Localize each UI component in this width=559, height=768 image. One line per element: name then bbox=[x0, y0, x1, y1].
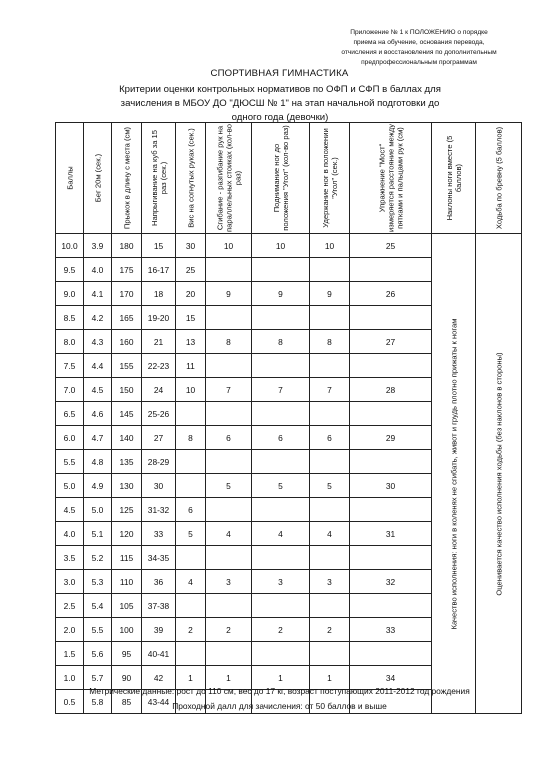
table-cell: 21 bbox=[142, 330, 176, 354]
table-cell: 9 bbox=[310, 282, 350, 306]
table-cell: 5.3 bbox=[84, 570, 112, 594]
table-cell bbox=[176, 642, 206, 666]
table-cell: 15 bbox=[176, 306, 206, 330]
table-cell: 4.4 bbox=[84, 354, 112, 378]
table-cell: 2 bbox=[310, 618, 350, 642]
table-cell bbox=[310, 546, 350, 570]
table-cell: 9 bbox=[206, 282, 252, 306]
table-cell bbox=[310, 642, 350, 666]
table-cell bbox=[206, 402, 252, 426]
table-cell: 13 bbox=[176, 330, 206, 354]
table-cell bbox=[310, 306, 350, 330]
table-cell: 9 bbox=[252, 282, 310, 306]
table-cell: 27 bbox=[350, 330, 432, 354]
table-cell: 130 bbox=[112, 474, 142, 498]
table-cell bbox=[176, 546, 206, 570]
table-cell: 1.5 bbox=[56, 642, 84, 666]
table-cell: 105 bbox=[112, 594, 142, 618]
table-cell bbox=[252, 594, 310, 618]
table-cell: 25 bbox=[350, 234, 432, 258]
table-cell: 4.3 bbox=[84, 330, 112, 354]
table-cell: 31 bbox=[350, 522, 432, 546]
table-cell: 4.5 bbox=[56, 498, 84, 522]
table-cell: 18 bbox=[142, 282, 176, 306]
criteria-line: одного года (девочки) bbox=[231, 112, 329, 123]
table-cell: 30 bbox=[142, 474, 176, 498]
table-cell: 6.0 bbox=[56, 426, 84, 450]
table-cell: 4.0 bbox=[56, 522, 84, 546]
table-cell: 16-17 bbox=[142, 258, 176, 282]
table-cell bbox=[310, 498, 350, 522]
table-cell: 36 bbox=[142, 570, 176, 594]
table-cell: 28 bbox=[350, 378, 432, 402]
table-cell: 85 bbox=[112, 690, 142, 714]
table-cell: 33 bbox=[350, 618, 432, 642]
table-cell bbox=[310, 450, 350, 474]
table-cell: 8 bbox=[310, 330, 350, 354]
table-cell: 100 bbox=[112, 618, 142, 642]
table-cell: 37-38 bbox=[142, 594, 176, 618]
table-cell: 30 bbox=[350, 474, 432, 498]
table-cell bbox=[350, 306, 432, 330]
table-cell: 40-41 bbox=[142, 642, 176, 666]
table-cell: 10 bbox=[206, 234, 252, 258]
table-cell: 8.0 bbox=[56, 330, 84, 354]
table-cell: 3 bbox=[206, 570, 252, 594]
table-cell: 25 bbox=[176, 258, 206, 282]
table-cell: 1 bbox=[252, 666, 310, 690]
table-cell bbox=[350, 402, 432, 426]
table-cell: 39 bbox=[142, 618, 176, 642]
table-cell bbox=[350, 546, 432, 570]
table-cell: 5.5 bbox=[84, 618, 112, 642]
table-cell: 3.0 bbox=[56, 570, 84, 594]
table-cell bbox=[252, 450, 310, 474]
header-cell: Наклоны ноги вместе (5 баллов) bbox=[432, 123, 476, 234]
table-cell bbox=[206, 450, 252, 474]
table-cell: 1.0 bbox=[56, 666, 84, 690]
table-cell: 5.7 bbox=[84, 666, 112, 690]
table-cell bbox=[252, 258, 310, 282]
table-cell: 4 bbox=[252, 522, 310, 546]
table-cell: 90 bbox=[112, 666, 142, 690]
table-cell: 33 bbox=[142, 522, 176, 546]
table-cell: 34-35 bbox=[142, 546, 176, 570]
table-cell: 5.0 bbox=[56, 474, 84, 498]
table-cell: 7 bbox=[310, 378, 350, 402]
table-cell bbox=[350, 258, 432, 282]
table-cell: 5.8 bbox=[84, 690, 112, 714]
table-cell: 155 bbox=[112, 354, 142, 378]
table-cell bbox=[176, 450, 206, 474]
header-cell: Бег 20м (сек.) bbox=[84, 123, 112, 234]
table-cell: 5 bbox=[176, 522, 206, 546]
table-cell: 22-23 bbox=[142, 354, 176, 378]
table-cell: 29 bbox=[350, 426, 432, 450]
table-cell: 5.2 bbox=[84, 546, 112, 570]
table-cell: 43-44 bbox=[142, 690, 176, 714]
table-cell: 10 bbox=[310, 234, 350, 258]
table-cell: 25-26 bbox=[142, 402, 176, 426]
quality-note-bends: Качество исполнения: ноги в коленях не сгибать, живот и грудь плотно прижаты к ногам bbox=[432, 234, 476, 714]
appendix-header bbox=[319, 28, 519, 68]
table-cell bbox=[310, 258, 350, 282]
table-cell: 4.1 bbox=[84, 282, 112, 306]
criteria-title bbox=[80, 83, 480, 125]
table-cell bbox=[310, 402, 350, 426]
table-cell: 6 bbox=[252, 426, 310, 450]
table-cell: 120 bbox=[112, 522, 142, 546]
table-cell: 4.7 bbox=[84, 426, 112, 450]
table-cell: 7 bbox=[252, 378, 310, 402]
table-cell bbox=[206, 594, 252, 618]
header-cell: Прыжок в длину с места (см) bbox=[112, 123, 142, 234]
table-cell: 150 bbox=[112, 378, 142, 402]
table-cell: 8 bbox=[176, 426, 206, 450]
table-cell: 6 bbox=[176, 498, 206, 522]
table-cell: 9.5 bbox=[56, 258, 84, 282]
table-cell: 110 bbox=[112, 570, 142, 594]
header-cell: Ходьба по бревну (5 баллов) bbox=[476, 123, 522, 234]
header-cell: Напрыгивание на куб за 15 раз (сек.) bbox=[142, 123, 176, 234]
table-cell: 11 bbox=[176, 354, 206, 378]
table-cell bbox=[206, 306, 252, 330]
table-cell: 4.6 bbox=[84, 402, 112, 426]
table-cell bbox=[310, 594, 350, 618]
table-cell: 115 bbox=[112, 546, 142, 570]
table-cell bbox=[206, 546, 252, 570]
table-cell bbox=[252, 306, 310, 330]
table-cell bbox=[310, 354, 350, 378]
table-cell bbox=[206, 642, 252, 666]
table-cell: 5.1 bbox=[84, 522, 112, 546]
table-cell: 28-29 bbox=[142, 450, 176, 474]
table-cell: 7 bbox=[206, 378, 252, 402]
table-cell: 15 bbox=[142, 234, 176, 258]
table-cell: 175 bbox=[112, 258, 142, 282]
table-cell: 0.5 bbox=[56, 690, 84, 714]
table-cell bbox=[206, 498, 252, 522]
table-cell: 5.5 bbox=[56, 450, 84, 474]
table-cell: 180 bbox=[112, 234, 142, 258]
header-cell: Баллы bbox=[56, 123, 84, 234]
quality-note-beam: Оценивается качество исполнения ходьбы (без наклонов в стороны) bbox=[476, 234, 522, 714]
table-cell bbox=[252, 546, 310, 570]
table-cell bbox=[176, 474, 206, 498]
table-cell: 4.2 bbox=[84, 306, 112, 330]
criteria-line: Критерии оценки контрольных нормативов по ОФП и СФП в баллах для bbox=[119, 84, 441, 95]
table-cell: 160 bbox=[112, 330, 142, 354]
table-cell bbox=[252, 498, 310, 522]
table-cell: 6.5 bbox=[56, 402, 84, 426]
table-cell: 145 bbox=[112, 402, 142, 426]
table-cell: 24 bbox=[142, 378, 176, 402]
table-header-row bbox=[56, 123, 522, 234]
table-cell bbox=[252, 354, 310, 378]
table-cell: 5.0 bbox=[84, 498, 112, 522]
table-cell bbox=[350, 498, 432, 522]
table-cell: 19-20 bbox=[142, 306, 176, 330]
table-cell: 10 bbox=[252, 234, 310, 258]
table-cell: 4 bbox=[176, 570, 206, 594]
table-row bbox=[56, 234, 522, 258]
table-cell: 165 bbox=[112, 306, 142, 330]
appendix-line: Приложение № 1 к ПОЛОЖЕНИЮ о порядке bbox=[350, 29, 488, 36]
table-cell: 20 bbox=[176, 282, 206, 306]
table-cell bbox=[206, 354, 252, 378]
header-cell: Сгибание - разгибание рук на параллельных стоиках (кол-во раз) bbox=[206, 123, 252, 234]
sport-title: СПОРТИВНАЯ ГИМНАСТИКА bbox=[210, 68, 349, 79]
table-cell bbox=[206, 258, 252, 282]
table-cell: 32 bbox=[350, 570, 432, 594]
table-cell: 5 bbox=[310, 474, 350, 498]
table-body bbox=[56, 234, 522, 714]
table-cell: 27 bbox=[142, 426, 176, 450]
table-cell: 3 bbox=[310, 570, 350, 594]
table-cell: 10 bbox=[176, 378, 206, 402]
table-cell bbox=[252, 402, 310, 426]
table-cell: 170 bbox=[112, 282, 142, 306]
table-cell: 4.0 bbox=[84, 258, 112, 282]
norms-table bbox=[55, 122, 522, 714]
table-cell: 10.0 bbox=[56, 234, 84, 258]
table-cell bbox=[176, 402, 206, 426]
criteria-line: зачисления в МБОУ ДО "ДЮСШ № 1" на этап начальной подготовки до bbox=[120, 98, 440, 109]
table-cell: 125 bbox=[112, 498, 142, 522]
table-cell: 26 bbox=[350, 282, 432, 306]
table-cell: 8 bbox=[206, 330, 252, 354]
table-cell: 5.4 bbox=[84, 594, 112, 618]
table-cell: 34 bbox=[350, 666, 432, 690]
table-cell: 42 bbox=[142, 666, 176, 690]
table-cell: 2.0 bbox=[56, 618, 84, 642]
table-cell: 9.0 bbox=[56, 282, 84, 306]
table-cell: 2 bbox=[252, 618, 310, 642]
table-cell: 135 bbox=[112, 450, 142, 474]
appendix-line: приема на обучение, основания перевода, bbox=[353, 39, 485, 46]
table-cell: 31-32 bbox=[142, 498, 176, 522]
table-cell: 2.5 bbox=[56, 594, 84, 618]
table-cell: 3 bbox=[252, 570, 310, 594]
table-cell bbox=[350, 642, 432, 666]
table-cell: 7.5 bbox=[56, 354, 84, 378]
table-cell: 5 bbox=[252, 474, 310, 498]
table-cell: 5 bbox=[206, 474, 252, 498]
table-cell: 2 bbox=[176, 618, 206, 642]
table-cell: 6 bbox=[310, 426, 350, 450]
appendix-line: предпрофессиональным программам bbox=[361, 59, 477, 66]
table-cell: 1 bbox=[206, 666, 252, 690]
header-cell: Вис на согнутых руках (сек.) bbox=[176, 123, 206, 234]
appendix-line: отчисления и восстановления по дополнительным bbox=[341, 49, 497, 56]
table-cell: 8 bbox=[252, 330, 310, 354]
table-cell: 1 bbox=[310, 666, 350, 690]
table-cell: 1 bbox=[176, 666, 206, 690]
table-cell: 95 bbox=[112, 642, 142, 666]
header-cell: Удержание ног в положении "Угол" (сек.) bbox=[310, 123, 350, 234]
table-cell: 30 bbox=[176, 234, 206, 258]
table-cell bbox=[350, 450, 432, 474]
table-cell: 4 bbox=[206, 522, 252, 546]
table-cell: 3.5 bbox=[56, 546, 84, 570]
table-cell: 2 bbox=[206, 618, 252, 642]
table-cell: 4 bbox=[310, 522, 350, 546]
table-cell bbox=[176, 594, 206, 618]
table-cell bbox=[350, 594, 432, 618]
table-cell: 4.9 bbox=[84, 474, 112, 498]
table-cell: 7.0 bbox=[56, 378, 84, 402]
passing-score: Проходной далл для зачисления: от 50 баллов и выше bbox=[172, 701, 387, 711]
table-cell bbox=[350, 354, 432, 378]
table-cell: 3.9 bbox=[84, 234, 112, 258]
table-cell bbox=[252, 642, 310, 666]
table-cell: 4.8 bbox=[84, 450, 112, 474]
header-cell: Упражнение "Мост" измеряется расстояние между пятками и пальцами рук (см) bbox=[350, 123, 432, 234]
header-cell: Поднимание ног до положения "Угол" (кол-во раз) bbox=[252, 123, 310, 234]
table-cell: 8.5 bbox=[56, 306, 84, 330]
table-cell: 140 bbox=[112, 426, 142, 450]
table-cell: 6 bbox=[206, 426, 252, 450]
table-cell: 4.5 bbox=[84, 378, 112, 402]
metric-data: Метрические данные: рост до 110 см, вес до 17 кг, возраст поступающих 2011-2012 год рождения bbox=[89, 686, 470, 696]
table-cell: 5.6 bbox=[84, 642, 112, 666]
